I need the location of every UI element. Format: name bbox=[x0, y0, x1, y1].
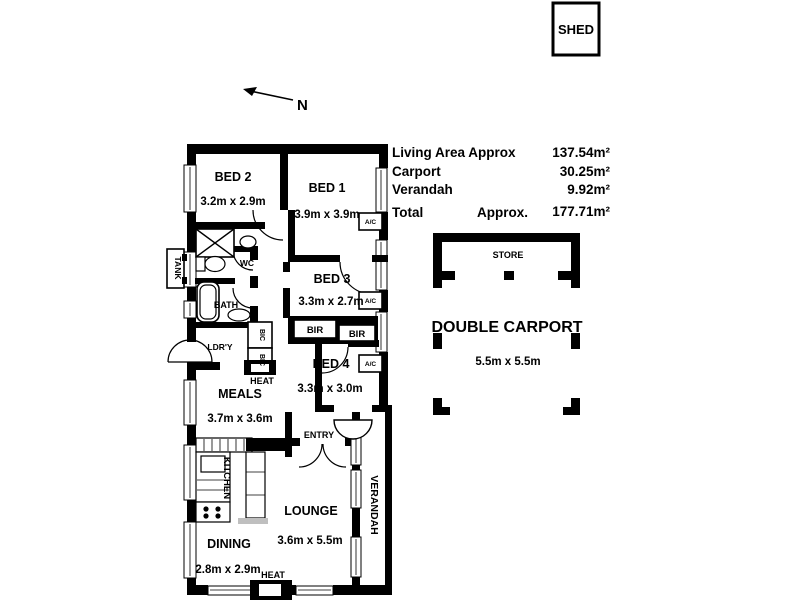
room-label-entry: ENTRY bbox=[303, 430, 335, 440]
entry-door-fan bbox=[334, 420, 372, 439]
legend-row3-value: 9.92m² bbox=[567, 182, 610, 197]
room-dims-lounge: 3.6m x 5.5m bbox=[277, 535, 343, 547]
carport-dims: 5.5m x 5.5m bbox=[475, 356, 541, 368]
room-dims-bed3: 3.3m x 2.7m bbox=[298, 296, 364, 308]
toilet bbox=[196, 257, 225, 272]
room-label-verandah: VERANDAH bbox=[368, 475, 380, 535]
ac2-label: A/C bbox=[364, 298, 377, 305]
room-label-bed4: BED 4 bbox=[312, 357, 350, 371]
bir-right-label: BIR bbox=[348, 329, 366, 340]
room-dims-bed1: 3.9m x 3.9m bbox=[294, 209, 360, 221]
room-label-kitchen: KITCHEN bbox=[221, 456, 232, 500]
legend-row1-label: Living Area Approx bbox=[392, 145, 516, 160]
north-arrow bbox=[243, 87, 308, 114]
north-label: N bbox=[297, 97, 308, 114]
legend-row1-value: 137.54m² bbox=[552, 145, 610, 160]
room-dims-meals: 3.7m x 3.6m bbox=[207, 413, 273, 425]
legend-total-label: Total bbox=[392, 205, 424, 220]
area-legend bbox=[392, 145, 610, 220]
north-arrow-line bbox=[250, 91, 293, 100]
laundry-label: LDR'Y bbox=[207, 342, 233, 352]
legend-total-approx: Approx. bbox=[477, 205, 529, 220]
ac1-label: A/C bbox=[364, 219, 377, 226]
room-label-lounge: LOUNGE bbox=[284, 504, 338, 518]
room-label-dining: DINING bbox=[207, 537, 251, 551]
tank-label: TANK bbox=[173, 256, 183, 280]
wc-label: WC bbox=[239, 258, 255, 268]
lounge-windows bbox=[351, 430, 361, 577]
carport-post bbox=[504, 271, 514, 280]
room-dims-bed2: 3.2m x 2.9m bbox=[200, 196, 266, 208]
store-label: STORE bbox=[492, 250, 524, 260]
bir-left-label: BIR bbox=[306, 325, 324, 336]
shower bbox=[196, 229, 256, 257]
carport-title: DOUBLE CARPORT bbox=[431, 319, 583, 336]
room-label-bed3: BED 3 bbox=[313, 272, 351, 286]
room-label-bed2: BED 2 bbox=[214, 170, 252, 184]
heat-hall-label: HEAT bbox=[250, 376, 274, 386]
shed bbox=[553, 3, 599, 55]
room-label-bed1: BED 1 bbox=[308, 181, 346, 195]
double-carport bbox=[431, 233, 582, 415]
room-label-meals: MEALS bbox=[218, 387, 262, 401]
legend-total-value: 177.71m² bbox=[552, 204, 610, 219]
lounge-heater bbox=[250, 580, 292, 600]
bic-upper-label: BIC bbox=[258, 328, 265, 342]
room-dims-dining: 2.8m x 2.9m bbox=[195, 564, 261, 576]
legend-row2-value: 30.25m² bbox=[559, 164, 610, 179]
ac3-label: A/C bbox=[364, 361, 377, 368]
bic-lower-label: BIC bbox=[258, 353, 265, 367]
bath-label: BATH bbox=[213, 300, 239, 310]
legend-row2-label: Carport bbox=[392, 164, 441, 179]
legend-row3-label: Verandah bbox=[392, 182, 453, 197]
shed-label: SHED bbox=[557, 22, 595, 37]
room-dims-bed4: 3.3m x 3.0m bbox=[297, 383, 363, 395]
heat-lounge-label: HEAT bbox=[261, 570, 285, 580]
